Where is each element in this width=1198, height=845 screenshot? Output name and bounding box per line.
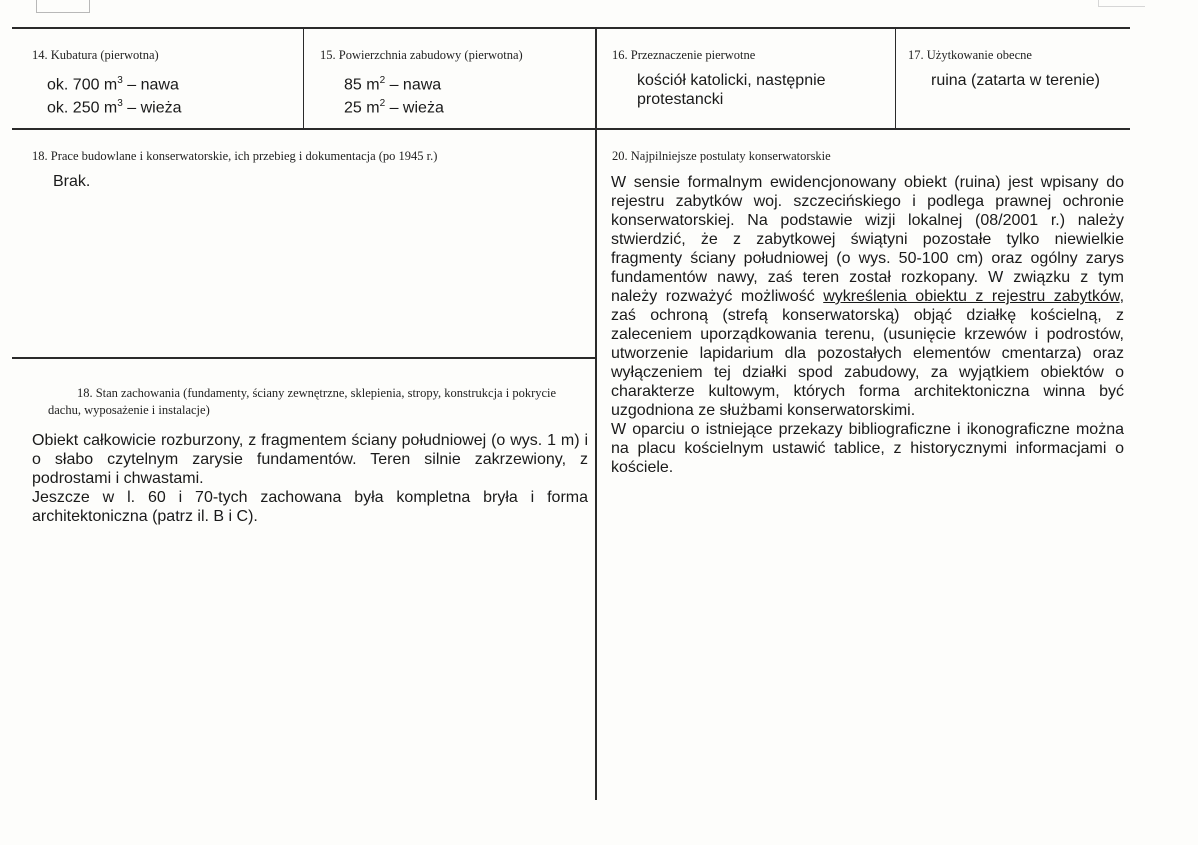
cell14-line2-post: – wieża	[122, 99, 182, 117]
cell20-underlined-phrase: wykreślenia obiektu z rejestru zabytków	[823, 288, 1120, 305]
cell15-line1-pre: 85 m	[344, 76, 380, 94]
scan-artifact-top-left	[36, 0, 90, 13]
cell15-line2-sup: 2	[379, 98, 386, 110]
cell17-value: ruina (zatarta w terenie)	[931, 72, 1100, 89]
cell14-line1-post: – nawa	[122, 76, 179, 94]
vertical-divider-3	[895, 28, 896, 129]
cell15-line2-post: – wieża	[385, 99, 444, 117]
cell15-value	[344, 71, 444, 118]
left-mid-line	[12, 357, 596, 359]
cell20-para1-a: W sensie formalnym ewidencjonowany obiekt (ruina) jest wpisany do rejestru zabytków woj. szczecińskiego i podlega prawnej ochronie konserwatorskiej. Na podstawie wizji lokalnej (08/2001 r.) należy stwierdzić, że z zabytkowej świątyni pozostałe tylko niewielkie fragmenty ściany południowej (o wys. 50-100 cm) oraz ogólny zarys fundamentów nawy, zaś teren został rozkopany. W związku z tym należy rozważyć możliwość	[611, 174, 1124, 305]
cell20-para1-b: , zaś ochroną (strefą konserwatorską) objąć działkę kościelną, z zaleceniem uporządkowania terenu, (usunięcie krzewów i podrostów, utworzenie lapidarium dla pozostałych elementów cmentarza) oraz wyłączeniem tej działki spod zabudowy, za wyjątkiem obiektów o charakterze kultowym, których forma architektoniczna winna być uzgodniona ze służbami konserwatorskimi.	[611, 288, 1125, 419]
cell14-value	[47, 71, 182, 118]
scan-artifact-top-right	[1098, 0, 1145, 7]
cell14-line1-sup: 3	[117, 75, 123, 86]
cell16-value: kościół katolicki, następnie protestancki	[637, 72, 826, 108]
vertical-divider-1	[303, 28, 304, 129]
cell14-line1-pre: ok. 700 m	[47, 76, 118, 94]
row1-bottom-line	[12, 128, 1130, 130]
cell14-line-nawa	[47, 71, 182, 94]
cell14-line2-pre: ok. 250 m	[47, 99, 118, 117]
cell18b-text	[32, 431, 588, 526]
cell18b-label-line1: 18. Stan zachowania (fundamenty, ściany zewnętrzne, sklepienia, stropy, konstrukcja i pokrycie	[76, 386, 557, 400]
cell18b-label	[44, 385, 589, 419]
cell15-line1-sup: 2	[379, 75, 386, 86]
cell20-text	[611, 173, 1124, 477]
cell15-line2-pre: 25 m	[344, 99, 380, 117]
top-border-line	[12, 27, 1130, 29]
cell18a-value: Brak.	[53, 173, 91, 190]
cell20-para2: W oparciu o istniejące przekazy bibliograficzne i ikonograficzne można na placu kościelnym ustawić tablice, z historycznymi informacjami o kościele.	[611, 421, 1124, 476]
cell18b-para1: Obiekt całkowicie rozburzony, z fragmentem ściany południowej (o wys. 1 m) i o słabo czytelnym zarysie fundamentów. Teren silnie zakrzewiony, z podrostami i chwastami.	[32, 432, 588, 487]
cell18a-label: 18. Prace budowlane i konserwatorskie, ich przebieg i dokumentacja (po 1945 r.)	[32, 149, 438, 163]
cell17-label: 17. Użytkowanie obecne	[908, 48, 1032, 62]
cell15-line1-post: – nawa	[385, 76, 442, 94]
vertical-divider-center	[595, 28, 597, 800]
cell16-label: 16. Przeznaczenie pierwotne	[612, 48, 756, 62]
cell20-para1	[611, 173, 1124, 420]
cell15-label: 15. Powierzchnia zabudowy (pierwotna)	[320, 48, 523, 62]
cell20-label: 20. Najpilniejsze postulaty konserwatorskie	[612, 149, 831, 163]
cell14-line2-sup: 3	[117, 98, 123, 110]
cell18b-label-line2: dachu, wyposażenie i instalacje)	[48, 403, 210, 417]
cell15-line-wieza	[344, 94, 444, 117]
cell18b-para2: Jeszcze w l. 60 i 70-tych zachowana była kompletna bryła i forma architektoniczna (patrz il. B i C).	[32, 489, 588, 525]
cell15-line-nawa	[344, 71, 444, 94]
cell14-line-wieza	[47, 94, 182, 117]
cell14-label: 14. Kubatura (pierwotna)	[32, 48, 159, 62]
